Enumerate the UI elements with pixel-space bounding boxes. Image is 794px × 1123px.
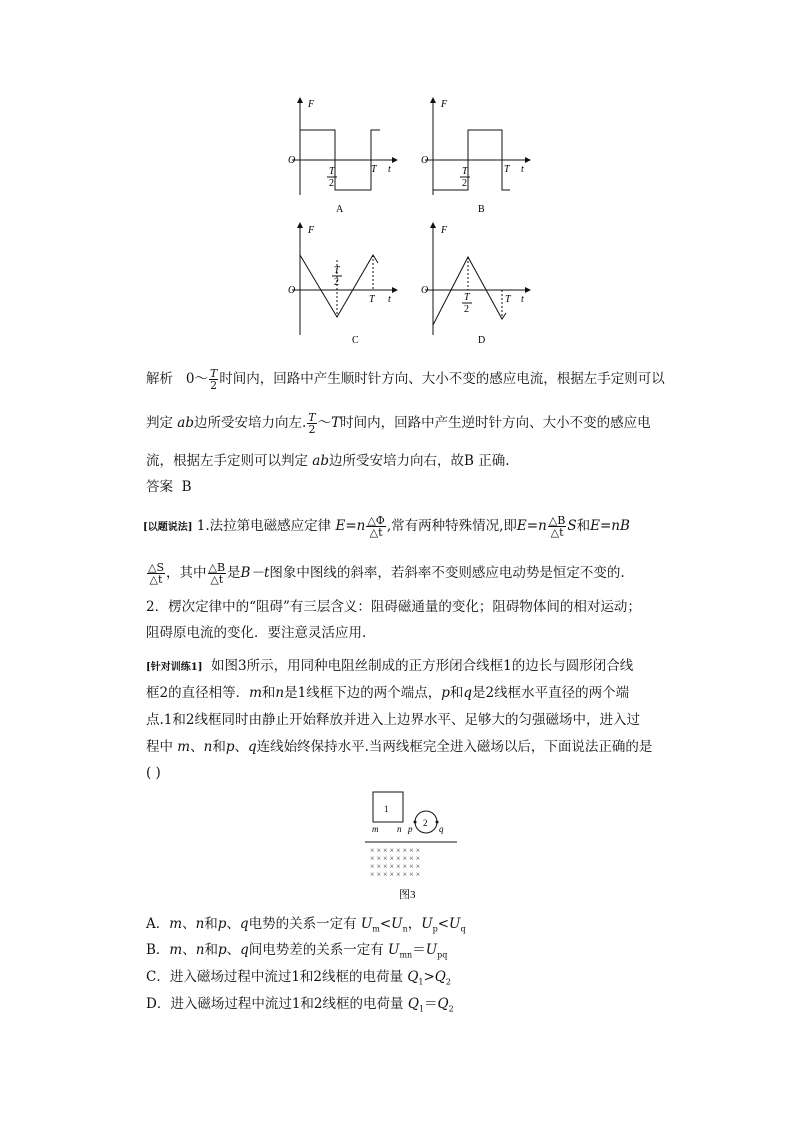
symbol-e: E — [516, 518, 527, 534]
svg-text:× × × × × × × ×: × × × × × × × × — [370, 854, 421, 863]
graph-a-half-den: 2 — [329, 178, 334, 189]
point-n: n — [195, 942, 205, 958]
option-text: B． — [146, 942, 170, 958]
point-m: m — [177, 739, 191, 755]
analysis-text: 判定 — [146, 415, 173, 431]
figure-3 — [365, 790, 460, 905]
option-text: 、 — [182, 916, 196, 932]
point-q: q — [247, 739, 257, 755]
fraction-denominator: 2 — [308, 423, 316, 436]
answer-label: 答案 — [146, 479, 173, 495]
charge-q: Q — [407, 996, 419, 1012]
option-text: A． — [146, 916, 170, 932]
option-c[interactable] — [146, 968, 451, 992]
point-q: q — [463, 685, 473, 701]
note-tag: [以题说法] — [143, 522, 193, 533]
analysis-line-3 — [146, 452, 510, 470]
option-d[interactable] — [146, 995, 454, 1019]
graph-d-f-label: F — [441, 225, 448, 236]
graph-c-origin: O — [288, 285, 296, 296]
answer-line — [146, 478, 192, 496]
graph-c-period: T — [369, 294, 375, 305]
exercise-text: 连线始终保持水平.当两线框完全进入磁场以后，下面说法正确的是 — [256, 739, 653, 755]
note-text: 1.法拉第电磁感应定律 — [196, 518, 332, 534]
period-symbol: T — [331, 415, 341, 431]
graph-b-period: T — [504, 164, 510, 175]
analysis-text: 时间内，回路中产生逆时针方向、大小不变的感应电 — [340, 415, 651, 431]
note-line-2 — [146, 562, 625, 585]
fraction-denominator: 2 — [210, 379, 218, 392]
graph-b — [421, 99, 528, 215]
less-than: < — [379, 916, 392, 932]
subscript: pq — [437, 950, 448, 960]
exercise-text: 如图3所示，用同种电阻丝制成的正方形闭合线框1的边长与圆形闭合线 — [211, 658, 634, 674]
fraction-numerator: △S — [148, 561, 164, 574]
fraction-denominator: △t — [369, 526, 383, 539]
point-p: p — [217, 916, 227, 932]
option-text: 、 — [226, 942, 241, 958]
analysis-line-1 — [146, 368, 665, 391]
potential-u: U — [425, 942, 438, 958]
half-period-fraction — [209, 368, 218, 391]
svg-text:× × × × × × × ×: × × × × × × × × — [370, 846, 421, 855]
point-n: n — [195, 916, 205, 932]
note-text: 是 — [227, 565, 241, 581]
point-n-label: n — [397, 824, 402, 834]
note-text: 图象中图线的斜率，若斜率不变则感应电动势是恒定不变的. — [269, 565, 625, 581]
magnetic-field-crosses — [370, 846, 420, 879]
charge-q: Q — [434, 969, 446, 985]
point-p-label: p — [408, 824, 413, 834]
graph-b-half-num: T — [462, 166, 468, 177]
force-time-graphs — [280, 95, 540, 350]
point-m: m — [249, 685, 262, 701]
symbol-s: S — [567, 518, 577, 534]
subscript: 2 — [448, 1004, 454, 1014]
answer-paren: ( ) — [146, 765, 161, 781]
field-fraction — [548, 515, 567, 538]
graph-a-half-num: T — [329, 166, 335, 177]
analysis-text: ～ — [317, 415, 332, 431]
segment-ab: ab — [312, 453, 329, 469]
symbol-n: n — [356, 518, 366, 534]
field-fraction — [208, 562, 227, 585]
option-text: 、 — [182, 942, 196, 958]
circle-label: 2 — [423, 818, 428, 828]
exercise-text: 、 — [234, 739, 248, 755]
option-text: 和 — [204, 916, 218, 932]
point-m: m — [169, 916, 183, 932]
subscript: 1 — [418, 977, 424, 987]
point-m: m — [169, 942, 183, 958]
subscript: mn — [399, 950, 413, 960]
exercise-text: 是1线框下边的两个端点， — [284, 685, 442, 701]
graph-d-origin: O — [421, 285, 429, 296]
graph-c-half-den: 2 — [334, 277, 339, 288]
graph-b-t-label: t — [521, 164, 524, 175]
graph-a-origin: O — [288, 155, 296, 166]
exercise-text: 和 — [212, 739, 226, 755]
graph-c-half-num: T — [334, 265, 340, 276]
analysis-line-2 — [146, 412, 651, 435]
exercise-text: 程中 — [146, 739, 173, 755]
note-item2-line-1: 2．楞次定律中的“阻碍”有三层含义：阻碍磁通量的变化；阻碍物体间的相对运动； — [146, 599, 641, 615]
graph-d-t-label: t — [521, 294, 524, 305]
point-p: p — [225, 739, 235, 755]
exercise-text: 和 — [449, 685, 464, 701]
graph-d — [421, 225, 528, 346]
analysis-text: 流，根据左手定则可以判定 — [146, 453, 308, 469]
option-text: C．进入磁场过程中流过1和2线框的电荷量 — [146, 969, 404, 985]
bt-graph: B－t — [240, 565, 270, 581]
option-a[interactable] — [146, 915, 466, 939]
option-text: 和 — [204, 942, 218, 958]
exercise-line-3: 点.1和2线框同时由静止开始释放并进入上边界水平、足够大的匀强磁场中，进入过 — [146, 712, 640, 728]
point-n: n — [203, 739, 213, 755]
answer-value: B — [181, 479, 192, 495]
subscript: q — [460, 924, 466, 934]
option-text: D．进入磁场过程中流过1和2线框的电荷量 — [146, 996, 404, 1012]
point-m-label: m — [372, 824, 379, 834]
option-text: 间电势差的关系一定有 — [248, 942, 384, 958]
graph-a-caption: A — [336, 204, 344, 215]
exercise-line-2 — [146, 684, 629, 702]
graph-c-caption: C — [352, 335, 359, 346]
charge-q: Q — [407, 969, 419, 985]
symbol-e: E — [590, 518, 600, 534]
point-p: p — [217, 942, 227, 958]
point-q-label: q — [439, 824, 444, 834]
potential-u: U — [360, 916, 373, 932]
point-q: q — [240, 942, 249, 958]
symbol-b: B — [619, 518, 630, 534]
analysis-text: 边所受安培力向右，故B 正确. — [329, 453, 510, 469]
graph-a-t-label: t — [388, 164, 391, 175]
figure-caption: 图3 — [399, 889, 416, 901]
potential-u: U — [421, 916, 433, 932]
charge-q: Q — [437, 996, 449, 1012]
half-period-fraction — [307, 412, 316, 435]
potential-u: U — [391, 916, 403, 932]
greater-than: > — [423, 969, 435, 985]
note-line-1 — [143, 515, 630, 538]
fraction-numerator: T — [209, 367, 218, 380]
segment-ab: ab — [177, 415, 194, 431]
area-fraction — [147, 562, 165, 585]
symbol-e: E — [335, 518, 346, 534]
point-q: q — [239, 916, 249, 932]
exercise-line-1 — [146, 657, 633, 677]
fraction-denominator: △t — [210, 573, 224, 586]
graph-a-f-label: F — [308, 99, 315, 110]
fraction-numerator: △Φ — [367, 514, 385, 527]
fraction-numerator: △B — [548, 514, 566, 527]
symbol-n: n — [538, 518, 547, 534]
subscript: m — [372, 924, 380, 934]
equals: ＝ — [412, 942, 426, 958]
analysis-text: 边所受安培力向左. — [194, 415, 307, 431]
potential-u: U — [388, 942, 400, 958]
graph-d-period: T — [505, 294, 511, 305]
analysis-text: 0～ — [185, 371, 208, 387]
less-than: < — [437, 916, 450, 932]
exercise-text: 和 — [261, 685, 276, 701]
exercise-text: 、 — [190, 739, 204, 755]
potential-u: U — [449, 916, 461, 932]
option-b[interactable] — [146, 941, 447, 965]
note-text: ,常有两种特殊情况,即 — [386, 518, 517, 534]
graph-c-t-label: t — [388, 294, 391, 305]
flux-fraction — [366, 515, 385, 538]
svg-text:× × × × × × × ×: × × × × × × × × — [370, 862, 421, 871]
graph-d-half-den: 2 — [464, 304, 469, 315]
graph-b-caption: B — [478, 204, 485, 215]
equals: = — [526, 518, 539, 534]
subscript: n — [402, 924, 408, 934]
fraction-denominator: △t — [149, 573, 163, 586]
graph-a-period: T — [371, 164, 377, 175]
subscript: p — [432, 924, 438, 934]
exercise-tag: [针对训练1] — [146, 662, 203, 673]
symbol-n: n — [611, 518, 620, 534]
graph-b-f-label: F — [441, 99, 448, 110]
exercise-line-4 — [146, 738, 652, 756]
exercise-text: 是2线框水平直径的两个端 — [472, 685, 630, 701]
comma: ， — [407, 916, 422, 932]
graph-b-half-den: 2 — [462, 178, 467, 189]
note-item2-line-2: 阻碍原电流的变化．要注意灵活应用. — [146, 625, 367, 641]
option-text: 、 — [226, 916, 240, 932]
note-text: 和 — [576, 518, 591, 534]
point-n: n — [275, 685, 285, 701]
fraction-denominator: △t — [550, 526, 564, 539]
svg-text:× × × × × × × ×: × × × × × × × × — [370, 870, 421, 879]
note-text: ，其中 — [166, 565, 207, 581]
graph-c-f-label: F — [308, 225, 315, 236]
fraction-numerator: T — [308, 411, 316, 424]
equals: = — [345, 518, 357, 534]
subscript: 2 — [445, 977, 451, 987]
analysis-label: 解析 — [146, 371, 173, 387]
graph-a — [288, 99, 395, 215]
graph-c — [288, 225, 395, 346]
graph-d-caption: D — [478, 335, 486, 346]
equals: ＝ — [423, 996, 438, 1012]
graph-d-half-num: T — [464, 292, 470, 303]
exercise-text: 框2的直径相等． — [146, 685, 250, 701]
point-p: p — [441, 685, 450, 701]
analysis-text: 时间内，回路中产生顺时针方向、大小不变的感应电流，根据左手定则可以 — [219, 371, 665, 387]
square-label: 1 — [384, 804, 389, 814]
option-text: 电势的关系一定有 — [248, 916, 357, 932]
equals: = — [599, 518, 612, 534]
fraction-numerator: △B — [208, 561, 226, 574]
graph-b-origin: O — [421, 155, 429, 166]
subscript: 1 — [418, 1004, 424, 1014]
